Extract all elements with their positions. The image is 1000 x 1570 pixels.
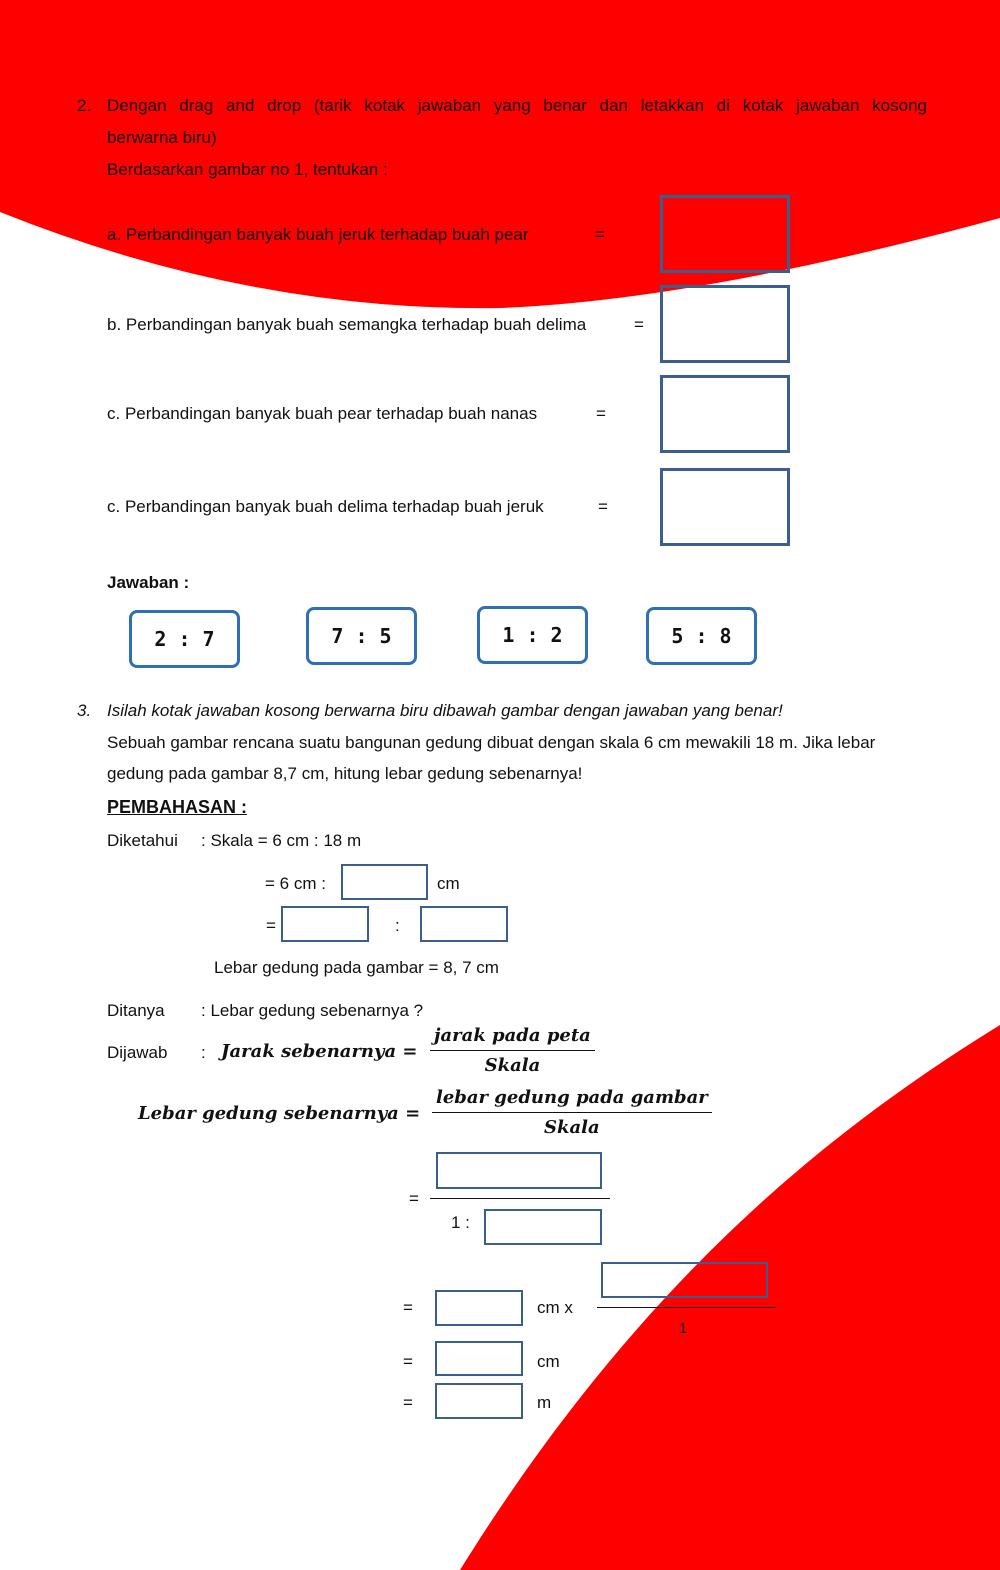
dijawab-label: Dijawab: [107, 1043, 168, 1062]
q2-item-c-text: c. Perbandingan banyak buah pear terhadap buah nanas: [107, 404, 538, 423]
calc3-equals: =: [403, 1352, 413, 1371]
q2-answer-dropzone-a[interactable]: [660, 195, 790, 273]
q2-answer-dropzone-c[interactable]: [660, 375, 790, 453]
calc2-multiply: cm x: [537, 1298, 573, 1317]
result-cm-unit: cm: [537, 1352, 560, 1371]
calc2-left-box[interactable]: [435, 1290, 523, 1326]
calc1-numerator-box[interactable]: [436, 1152, 602, 1189]
answer-chip-5-8[interactable]: 5 : 8: [646, 607, 757, 665]
calc2-fraction-bar: [597, 1307, 776, 1308]
diketahui-label: Diketahui: [107, 831, 178, 850]
formula2-lhs: Lebar gedung sebenarnya =: [138, 1103, 421, 1124]
step2-left-answer-box[interactable]: [281, 906, 369, 942]
q2-item-b-text: b. Perbandingan banyak buah semangka terhadap buah delima: [107, 315, 587, 334]
calc1-fraction-bar: [430, 1198, 610, 1199]
formula2-fraction-bar: [432, 1112, 712, 1113]
answer-chip-2-7[interactable]: 2 : 7: [129, 610, 240, 668]
calc4-equals: =: [403, 1393, 413, 1412]
q2-item-a-equals: =: [595, 225, 605, 244]
formula1-fraction: [430, 1025, 595, 1076]
q2-item-d-equals: =: [598, 497, 608, 516]
q2-number: 2.: [77, 96, 92, 115]
calc2-denominator-one: 1: [679, 1320, 688, 1337]
q3-instruction: Isilah kotak jawaban kosong berwarna biru dibawah gambar dengan jawaban yang benar!: [107, 701, 783, 720]
q2-prompt: Berdasarkan gambar no 1, tentukan :: [107, 160, 388, 179]
step1-unit: cm: [437, 874, 460, 893]
q2-item-d-text: c. Perbandingan banyak buah delima terhadap buah jeruk: [107, 497, 544, 516]
dijawab-colon: :: [201, 1043, 206, 1062]
q2-item-c-equals: =: [596, 404, 606, 423]
q2-answer-dropzone-d[interactable]: [660, 468, 790, 546]
result-m-box[interactable]: [435, 1383, 523, 1419]
q3-number: 3.: [77, 701, 92, 720]
lebar-gambar-text: Lebar gedung pada gambar = 8, 7 cm: [214, 958, 499, 977]
step1-prefix: = 6 cm :: [265, 874, 326, 893]
calc2-numerator-box[interactable]: [601, 1262, 768, 1298]
diketahui-value: : Skala = 6 cm : 18 m: [201, 831, 362, 850]
calc2-equals: =: [403, 1298, 413, 1317]
q2-answer-dropzone-b[interactable]: [660, 285, 790, 363]
q3-problem-line2: gedung pada gambar 8,7 cm, hitung lebar gedung sebenarnya!: [107, 764, 583, 783]
formula2-denominator: Skala: [544, 1117, 600, 1138]
formula1-lhs: Jarak sebenarnya =: [221, 1041, 418, 1062]
formula1-denominator: Skala: [484, 1055, 541, 1076]
q3-problem-line1: Sebuah gambar rencana suatu bangunan gedung dibuat dengan skala 6 cm mewakili 18 m. Jika lebar: [107, 733, 876, 752]
calc1-equals: =: [409, 1189, 419, 1208]
step2-equals: =: [266, 916, 276, 935]
q2-answers-label: Jawaban :: [107, 573, 190, 592]
step2-right-answer-box[interactable]: [420, 906, 508, 942]
ditanya-label: Ditanya: [107, 1001, 165, 1020]
step1-answer-box[interactable]: [341, 864, 428, 900]
calc1-denominator-prefix: 1 :: [451, 1213, 470, 1232]
formula1-numerator: jarak pada peta: [434, 1025, 591, 1046]
result-cm-box[interactable]: [435, 1341, 523, 1376]
formula2-numerator: lebar gedung pada gambar: [436, 1087, 708, 1108]
ditanya-value: : Lebar gedung sebenarnya ?: [201, 1001, 424, 1020]
formula1-fraction-bar: [430, 1050, 595, 1051]
q2-item-b-equals: =: [634, 315, 644, 334]
answer-chip-7-5[interactable]: 7 : 5: [306, 607, 417, 665]
q2-instruction-line2: berwarna biru): [107, 128, 217, 147]
q2-item-a-text: a. Perbandingan banyak buah jeruk terhadap buah pear: [107, 225, 529, 244]
pembahasan-heading: PEMBAHASAN :: [107, 797, 248, 817]
step2-colon: :: [395, 916, 400, 935]
formula2-fraction: [432, 1087, 712, 1138]
result-m-unit: m: [537, 1393, 552, 1412]
q2-instruction-line1: Dengan drag and drop (tarik kotak jawaban yang benar dan letakkan di kotak jawaban kosong: [107, 96, 927, 115]
answer-chip-1-2[interactable]: 1 : 2: [477, 606, 588, 664]
top-red-shape: [0, 0, 1000, 308]
calc1-denominator-box[interactable]: [484, 1209, 602, 1245]
